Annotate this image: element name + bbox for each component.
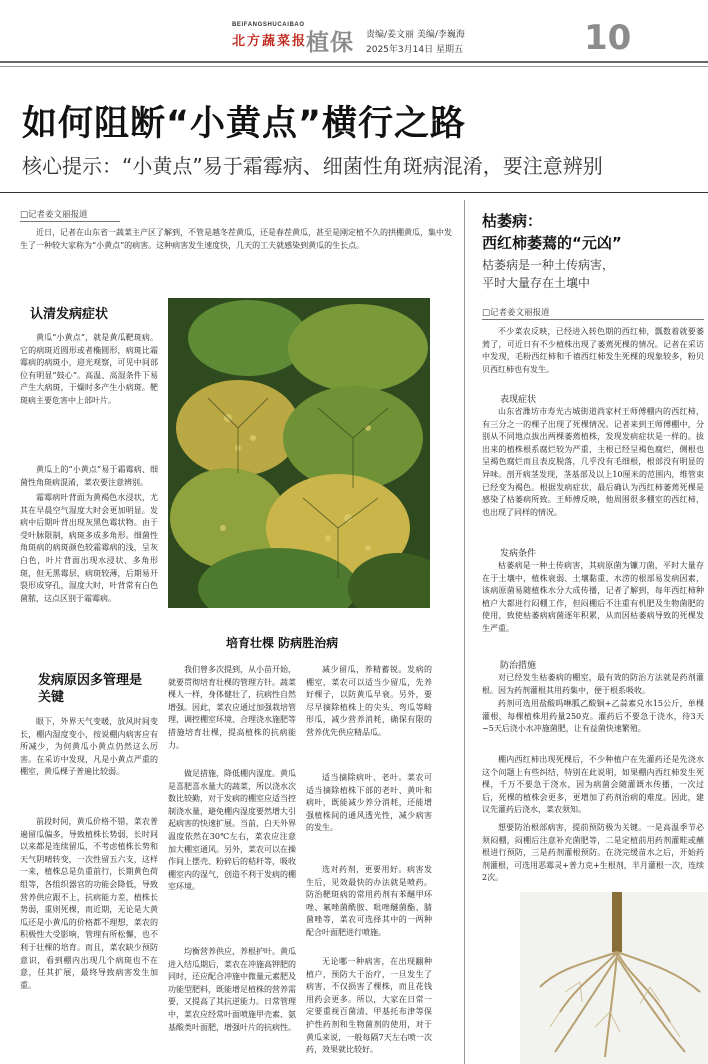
causes-paragraph-2: 前段时间，黄瓜价格不错，菜农普遍留瓜偏多，导致植株长势弱，长时间以来都是连续留瓜，不考虑植株长势和天气阴晴转变，一次性留五六支，这样一来，植株总是负重前行，长期黄色荷组等，各组织器官的功能会降低，导致营养供应跟不上，抗病能力差，植株长势弱，重则死棵，而近期，无论是大黄瓜还是小黄瓜的价格都不理想，菜农的积极性大受影响，管理有所松懈，也不利于壮棵的培育。而且，菜农缺少预防意识，看到棚内出现几个病斑也不在意，任其扩展，最终导致病害发生加重。 xyxy=(20,817,158,990)
masthead xyxy=(0,0,708,74)
sidebar-subtitle-line-1: 枯萎病是一种土传病害， xyxy=(482,258,615,272)
col3-paragraph-3: 选对药剂，更要用好。病害发生后，见效最快的办法就是喷药。防治靶斑病的常用药剂有苯醚甲环唑、氟唑菌酰胺、吡唑醚菌酯、腈菌唑等，菜农可选择其中的一两种配合叶面肥进行喷施。 xyxy=(306,865,432,937)
masthead-rule-thin xyxy=(0,66,708,67)
symptoms-paragraph-3: 霜霉病叶背面为黄褐色水浸状，尤其在早晨空气湿度大时会更加明显。发病中后期叶背出现灰黑色霉状物。由于受叶脉限制，病斑多成多角形。细菌性角斑病的病斑颜色较霜霉病的浅，呈灰白色，叶片背面出现水浸状、多角形斑，但无黑霉层，病斑较薄，后期易开裂形成穿孔，湿度大时，叶背常有白色菌脓，这点区别于霜霉病。 xyxy=(20,493,158,603)
sidebar-control-paragraph-3: 棚内西红柿出现死棵后，不少种植户在先灌药还是先浇水这个问题上有些纠结，特别在此说明，如果棚内西红柿发生死棵，千万不要急于浇水，因为病菌会随灌溉水传播，一次过后，死棵的植株会更多，更增加了药剂治病的难度。因此，建议先灌药后浇水，菜农须知。 xyxy=(482,755,704,815)
section-name: 植保 xyxy=(306,30,354,56)
section-title-strong-plants: 培育壮棵 防病胜治病 xyxy=(226,636,339,650)
sidebar-cause-title: 发病条件 xyxy=(500,549,537,559)
tomato-roots-photo xyxy=(520,892,708,1064)
sidebar-subtitle xyxy=(482,256,614,292)
paper-pinyin: BEIFANGSHUCAIBAO xyxy=(232,22,305,28)
sidebar-symptom-text: 山东省潍坊市寿光古城街道尚家村王师傅棚内的西红柿，有三分之一的棵子出现了死棵情况。记者来到王师傅棚中，分别从不同地点拔出两棵萎蔫植株，发现发病症状是一样的。拔出来的植株根系腐烂较为严重，主根已经呈褐色腐烂，侧根也呈褐色腐烂而且表皮脱落，几乎没有毛细根，根部没有明显的异味。剖开病茎发现，茎基部及以上10厘米的范围内，维管束已经变为褐色。根据发病症状，最后确认为西红柿萎蔫死棵是感染了枯萎病所致。王师傅反映，他周围很多棚室的西红柿，也出现了同样的情况。 xyxy=(482,407,704,517)
sidebar-intro: 不少菜农反映，已经进入转色期的西红柿，瓢数着就要萎蔫了，可近日有不少植株出现了萎蔫死棵的情况。记者在采访中发现，毛粉西红柿和千禧西红柿发生死棵的现象较多，粉贝贝西红柿也有发生。 xyxy=(482,327,704,374)
masthead-rule xyxy=(0,61,708,63)
cucumber-leaf-photo xyxy=(168,298,430,608)
main-intro: 近日，记者在山东省一蔬菜主产区了解到，不管是越冬茬黄瓜，还是春茬黄瓜，甚至是刚定植不久的拱棚黄瓜，集中发生了一种较大家称为“小黄点”的病害。这种病害发生速度快，几天的工夫就感染到黄瓜的生长点。 xyxy=(20,228,452,250)
sidebar-byline-underline xyxy=(482,319,704,320)
sidebar-control-paragraph-1: 对已经发生枯萎病的棚室，最有效的防治方法就是药剂灌根。因为药剂灌根其用药集中，便于根系吸收。 xyxy=(482,673,704,695)
page-subheadline: 核心提示：“小黄点”易于霜霉病、细菌性角斑病混淆，要注意辨别 xyxy=(22,154,603,178)
sidebar-subtitle-line-2: 平时大量存在土壤中 xyxy=(482,276,591,290)
causes-paragraph-1: 眼下，外界天气变暖，放风时间变长，棚内湿度变小，按说棚内病害应有所减少，为何黄瓜小黄点仍然这么厉害。在采访中发现，凡是小黄点严重的棚室，黄瓜棵子普遍比较弱。 xyxy=(20,717,158,777)
paper-name: 北方蔬菜报 xyxy=(232,34,308,49)
issue-date: 2025年3月14日 星期五 xyxy=(366,45,463,55)
page-number: 10 xyxy=(584,18,632,58)
col2-paragraph-1: 我们曾多次提到，从小苗开始，就要贯彻培育壮棵的管理方针。蔬菜棵人一样，身体健壮了，抗病性自然增强。因此，菜农应通过加强栽培管理，调控棚室环境、合理浇水施肥等措施培育壮棵，提高植株的抗病能力。 xyxy=(168,665,296,750)
editor-credits: 责编/姜文丽 美编/李巍海 xyxy=(366,30,465,40)
page-headline: 如何阻断“小黄点”横行之路 xyxy=(22,104,467,144)
col2-paragraph-2: 做足措施，降低棚内湿度。黄瓜是喜肥喜水量大的蔬菜，所以浇水次数比较勤，对于发病的棚室应适当控制浇水量，避免棚内湿度要然增大引起病害的快速扩展。当前，白天外界温度依然在30℃左右，菜农应注意加大棚室通风。另外，菜农可以在操作间上摆壳、粉碎后的秸秆等，吸收棚室内的湿气，创造不利于发病的棚室环境。 xyxy=(168,769,296,892)
section-title-symptoms: 认清发病症状 xyxy=(30,307,109,322)
sidebar-control-paragraph-4: 想要防治根部病害，提前预防极为关键。一是高温季节必须闷棚，闷棚后注意补充菌肥等，二是定植前用药剂灌畦或蘸根进行预防，三是药剂灌根预防。在浇完缓苗水之后，开始药剂灌根，可选用恶霉灵+普力克+生根剂，半月灌根一次，连续2次。 xyxy=(482,823,704,883)
sidebar-cause-text: 枯萎病是一种土传病害，其病原菌为镰刀菌，平时大量存在于土壤中，植株衰弱、土壤黏重、水涝的根部易发病因素，该病原菌易随植株水分大成传播，记者了解到，每年西红柿种植户大都进行闷棚工作，但闷棚后不注重有机肥及生物菌肥的使用，致使枯萎病病菌逐年积累，从而因枯萎病导致的死棵发生严重。 xyxy=(482,561,704,633)
column-divider xyxy=(464,200,465,1064)
headline-divider xyxy=(0,192,708,193)
symptoms-paragraph-2: 黄瓜上的“小黄点”易于霜霉病、细菌性角斑病混淆，菜农要注意辨别。 xyxy=(20,465,158,487)
col3-paragraph-1: 减少留瓜，养精蓄锐。发病的棚室，菜农可以适当少留瓜，先养好棵子，以防黄瓜早衰。另外，要尽早摘除植株上的尖头、弯瓜等畸形瓜，减少营养消耗，确保有限的营养优先供应精品瓜。 xyxy=(306,665,432,737)
main-byline: □记者姜文丽报道 xyxy=(20,210,88,220)
sidebar-title-line-1: 枯萎病： xyxy=(482,212,543,230)
sidebar-title-line-2: 西红柿萎蔫的“元凶” xyxy=(482,234,622,252)
col2-paragraph-3: 均衡营养供应，养根护叶。黄瓜进入结瓜期后，菜农在冲施高钾肥的同时，还应配合冲施中微量元素肥及功能型肥料，既能增足植株的营养需要，又提高了其抗逆能力。日常管理中，菜农应经常叶面喷施甲壳素、氨基酸类叶面肥，增强叶片的抗病性。 xyxy=(168,947,296,1032)
sidebar-control-paragraph-2: 药剂可选用盐酸吗啉胍乙酸铜+乙蒜素兑水15公斤，单棵灌根，每棵植株用药量250克。灌药后不要急于浇水，待3天~5天后浇小水冲施菌肥，让有益菌快速繁殖。 xyxy=(482,699,704,734)
section-title-causes: 发病原因多管理是关键 xyxy=(38,673,143,705)
sidebar-byline: □记者姜文丽报道 xyxy=(482,308,550,318)
col3-paragraph-2: 适当摘除病叶、老叶。菜农可适当摘除植株下部的老叶、黄叶和病叶，既能减少养分消耗，还能增强植株间的通风透光性，减少病害的发生。 xyxy=(306,773,432,833)
byline-underline xyxy=(20,221,120,222)
sidebar-control-title: 防治措施 xyxy=(500,661,537,671)
sidebar-title xyxy=(482,210,622,254)
sidebar-symptom-title: 表现症状 xyxy=(500,395,537,405)
col3-paragraph-4: 无论哪一种病害，在出现翻种植户，预防大于治疗，一旦发生了病害，不仅损害了棵株，而且花钱用药会更多。所以，大家在日常一定要重视百菌清、甲基托布津等保护性药剂和生物菌剂的使用，对于黄瓜来说，一般每隔7天左右喷一次药，效果就比较好。 xyxy=(306,957,432,1055)
symptoms-paragraph-1: 黄瓜“小黄点”，就是黄瓜靶斑病。它的病斑近圆形或者椭圆形，病斑比霜霉病的病斑小，迎光观察，可见中间部位有明显“鼓心”。高温、高湿条件下易产生大病斑，干燥时多产生小病斑。靶斑病主要危害中上部叶片。 xyxy=(20,333,158,405)
